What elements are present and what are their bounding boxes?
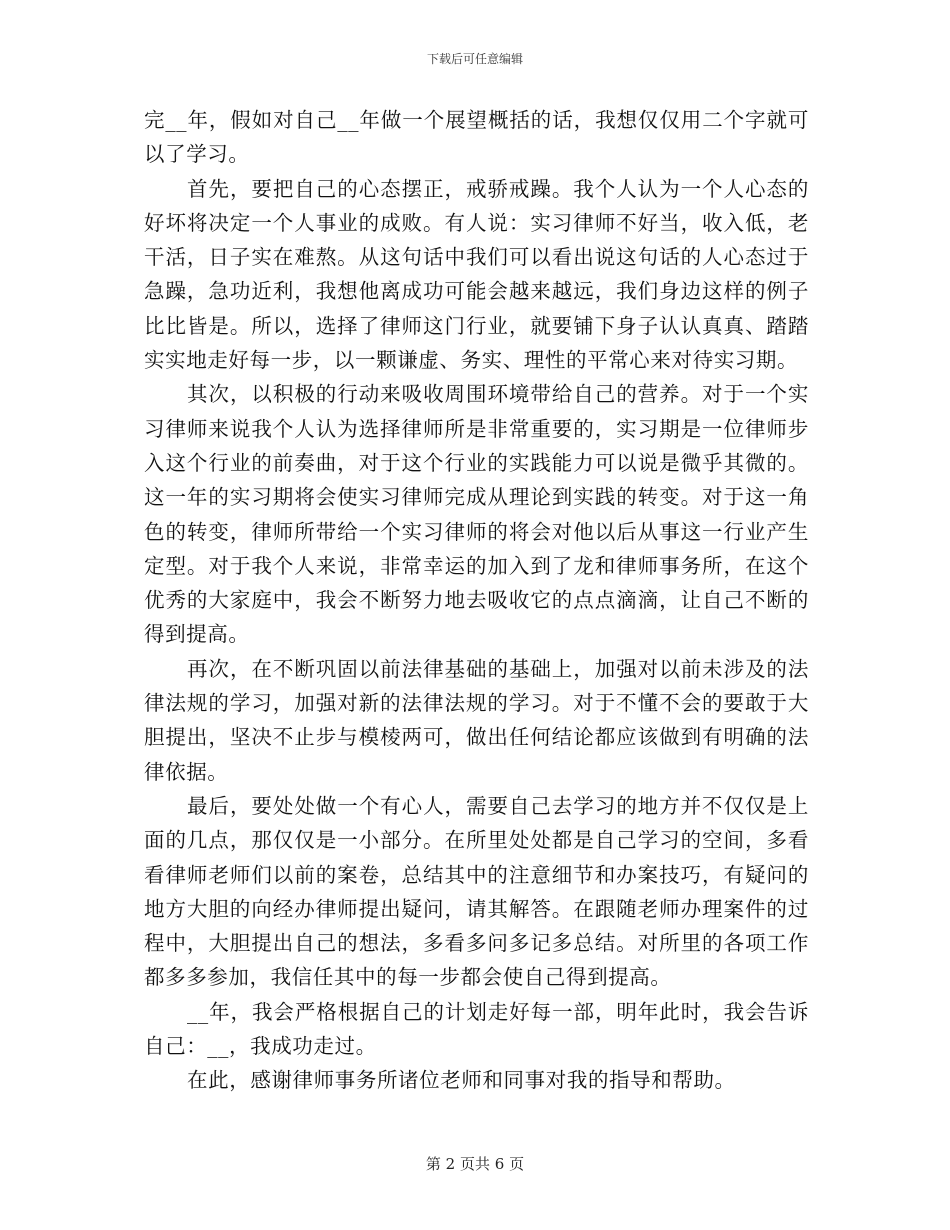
paragraph-finally: 最后，要处处做一个有心人，需要自己去学习的地方并不仅仅是上面的几点，那仅仅是一小部分。在所里处处都是自己学习的空间，多看看律师老师们以前的案卷，总结其中的注意细节和办案技巧，有疑问的地方大胆的向经办律师提出疑问，请其解答。在跟随老师办理案件的过程中，大胆提出自己的想法，多看多问多记多总结。对所里的各项工作都多多参加，我信任其中的每一步都会使自己得到提高。 [144, 793, 809, 990]
page-header: 下载后可任意编辑 [426, 52, 523, 66]
paragraph-continuation: 完__年，假如对自己__年做一个展望概括的话，我想仅仅用二个字就可以了学习。 [144, 108, 809, 167]
paragraph-first: 首先，要把自己的心态摆正，戒骄戒躁。我个人认为一个人心态的好坏将决定一个人事业的成败。有人说：实习律师不好当，收入低，老干活，日子实在难熬。从这句话中我们可以看出说这句话的人心态过于急躁，急功近利，我想他离成功可能会越来越远，我们身边这样的例子比比皆是。所以，选择了律师这门行业，就要铺下身子认认真真、踏踏实实地走好每一步，以一颗谦虚、务实、理性的平常心来对待实习期。 [144, 176, 809, 373]
page-number-footer: 第 2 页共 6 页 [425, 1155, 525, 1173]
paragraph-thanks: 在此，感谢律师事务所诸位老师和同事对我的指导和帮助。 [187, 1068, 736, 1093]
paragraph-third: 再次，在不断巩固以前法律基础的基础上，加强对以前未涉及的法律法规的学习，加强对新的法律法规的学习。对于不懂不会的要敢于大胆提出，坚决不止步与模棱两可，做出任何结论都应该做到有明确的法律依据。 [144, 656, 809, 784]
paragraph-second: 其次，以积极的行动来吸收周围环境带给自己的营养。对于一个实习律师来说我个人认为选择律师所是非常重要的，实习期是一位律师步入这个行业的前奏曲，对于这个行业的实践能力可以说是微乎其微的。这一年的实习期将会使实习律师完成从理论到实践的转变。对于这一角色的转变，律师所带给一个实习律师的将会对他以后从事这一行业产生定型。对于我个人来说，非常幸运的加入到了龙和律师事务所，在这个优秀的大家庭中，我会不断努力地去吸收它的点点滴滴，让自己不断的得到提高。 [144, 382, 809, 647]
paragraph-plan: __年，我会严格根据自己的计划走好每一部，明年此时，我会告诉自己：__，我成功走过。 [144, 999, 809, 1059]
document-body [144, 103, 809, 1098]
